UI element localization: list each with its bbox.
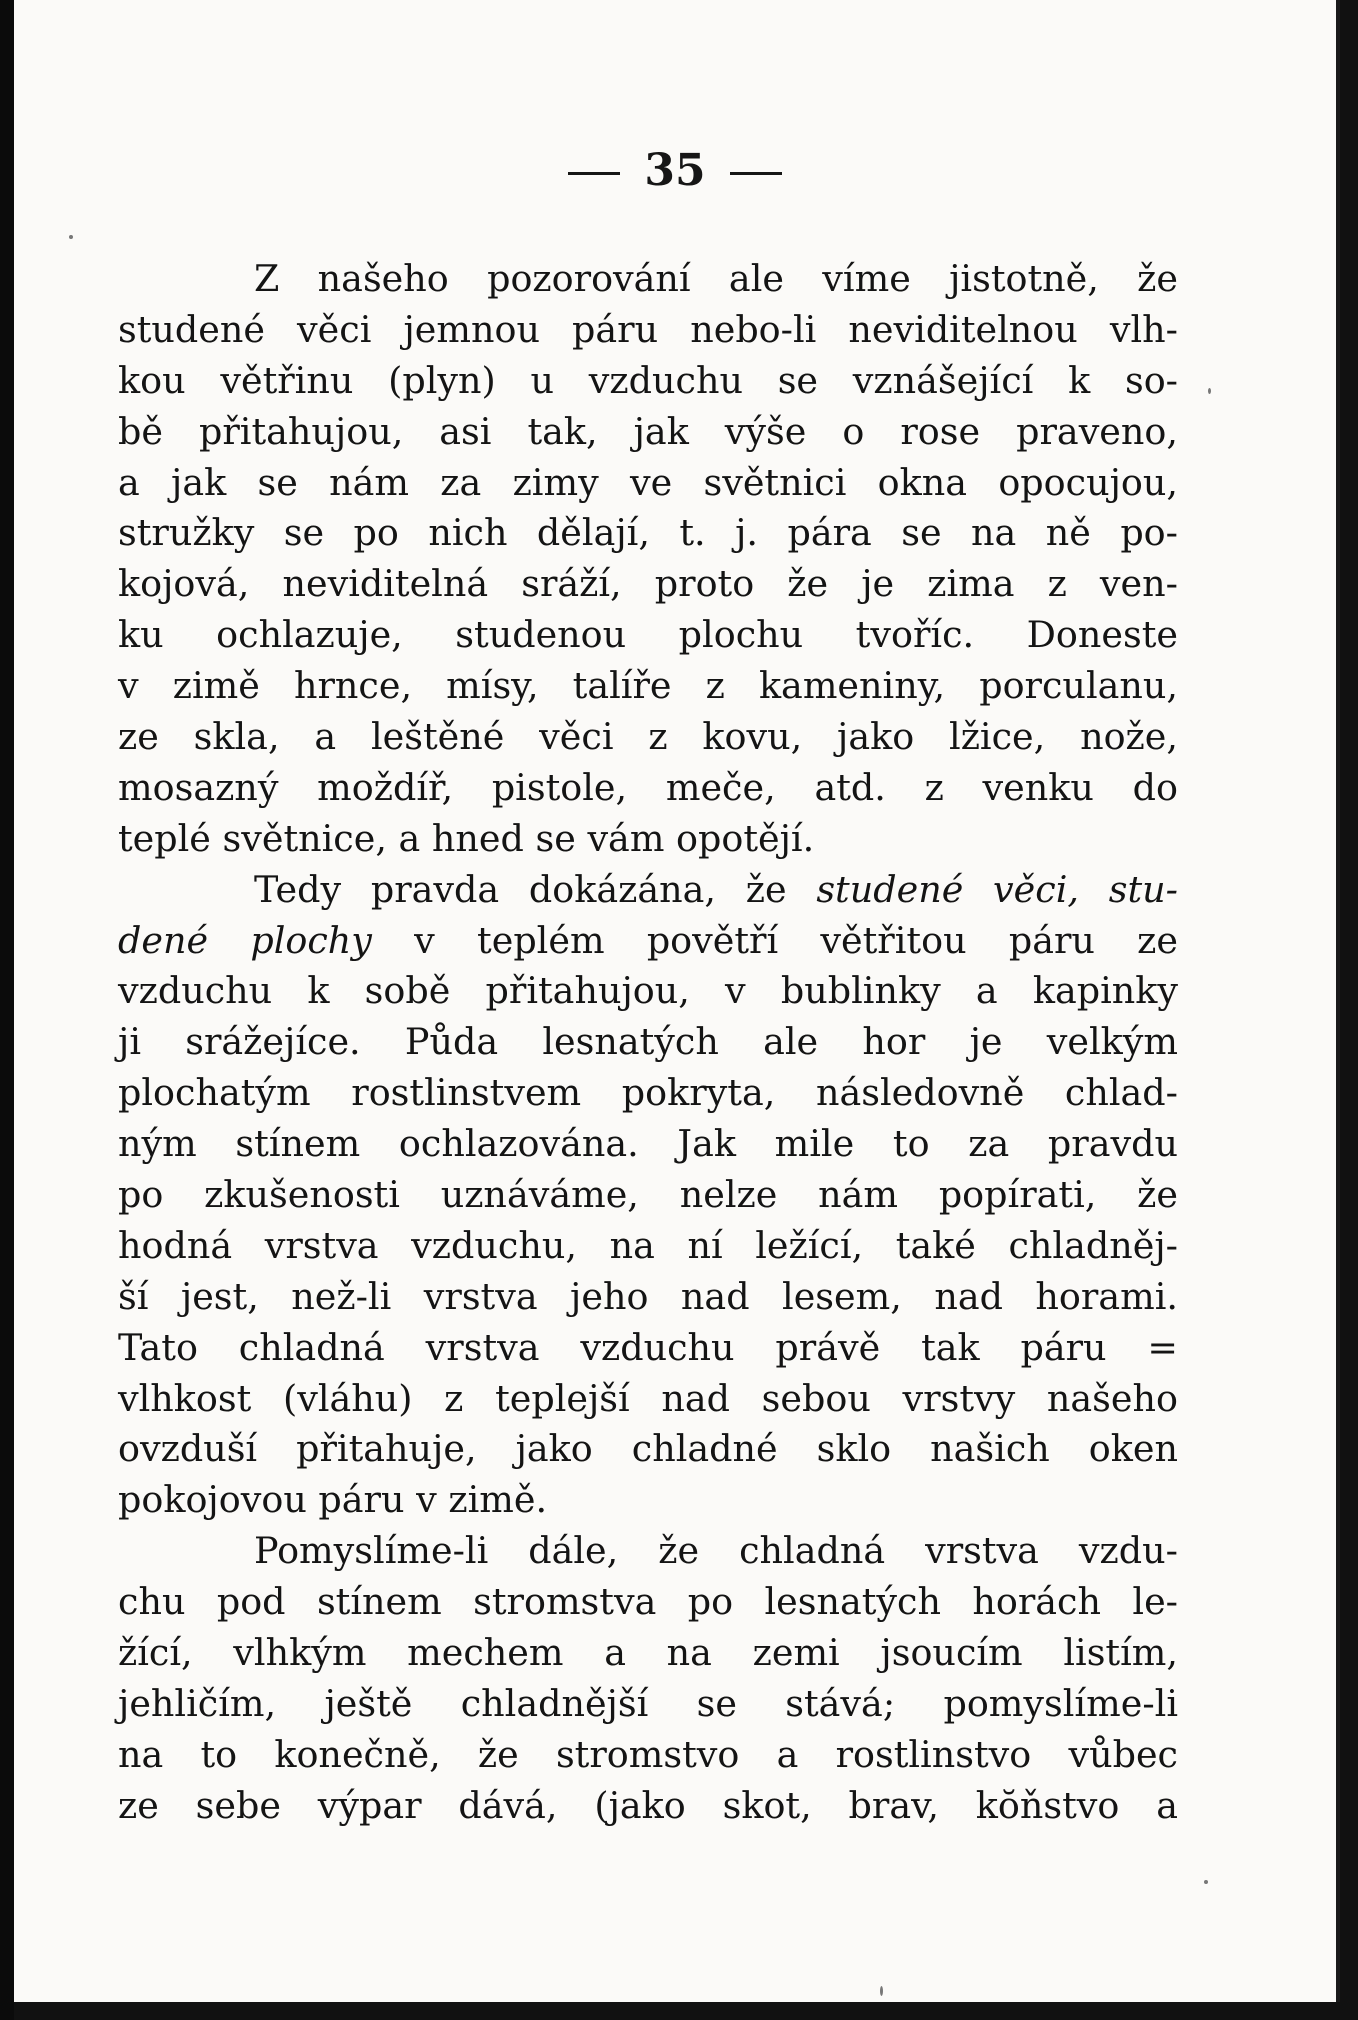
page-number-dash-right (730, 172, 782, 175)
body-text (118, 254, 1178, 1832)
text-line: na to konečně, že stromstvo a rostlinstvo vůbec (118, 1732, 1178, 1776)
text-line: kou větřinu (plyn) u vzduchu se vznášející k so- (118, 358, 1178, 402)
scan-speck (69, 235, 73, 239)
text-line: studené věci jemnou páru nebo-li neviditelnou vlh- (118, 307, 1178, 351)
text-line: ji srážejíce. Půda lesnatých ale hor je velkým (118, 1020, 1178, 1064)
text-line: chu pod stínem stromstva po lesnatých horách le- (118, 1580, 1178, 1624)
italic-run: dené plochy (118, 918, 372, 962)
text-line: a jak se nám za zimy ve světnici okna opocujou, (118, 460, 1178, 504)
text-line: teplé světnice, a hned se vám opotějí. (118, 816, 815, 860)
text-run: v teplém povětří větřitou páru ze (371, 918, 1178, 962)
scan-left-edge (0, 0, 14, 2020)
text-line: mosazný moždíř, pistole, meče, atd. z venku do (118, 765, 1178, 809)
text-line: ku ochlazuje, studenou plochu tvoříc. Doneste (118, 613, 1178, 657)
text-line: plochatým rostlinstvem pokryta, následovně chlad- (118, 1071, 1178, 1115)
text-line-mixed (118, 916, 1178, 967)
text-run: Tedy pravda dokázána, že (254, 867, 817, 911)
text-line: Z našeho pozorování ale víme jistotně, že (254, 257, 1178, 300)
text-line: ným stínem ochlazována. Jak mile to za pravdu (118, 1122, 1178, 1166)
text-line: v zimě hrnce, mísy, talíře z kameniny, porculanu, (118, 664, 1178, 708)
text-line: stružky se po nich dělají, t. j. pára se na ně po- (118, 511, 1178, 555)
text-line: kojová, neviditelná sráží, proto že je zima z ven- (118, 562, 1178, 606)
text-line: Pomyslíme-li dále, že chladná vrstva vzdu- (254, 1529, 1178, 1573)
scan-speck (1204, 1880, 1208, 1884)
text-line: ší jest, než-li vrstva jeho nad lesem, nad horami. (118, 1274, 1178, 1318)
text-line: pokojovou páru v zimě. (118, 1478, 548, 1522)
scan-speck (880, 1986, 883, 1996)
text-line: žící, vlhkým mechem a na zemi jsoucím listím, (118, 1631, 1178, 1675)
text-line: ovzduší přitahuje, jako chladné sklo našich oken (118, 1427, 1178, 1471)
text-line: ze sebe výpar dává, (jako skot, brav, kŏňstvo a (118, 1783, 1178, 1827)
scan-speck (1208, 388, 1211, 394)
text-line: bě přitahujou, asi tak, jak výše o rose praveno, (118, 409, 1178, 453)
text-line: vlhkost (vláhu) z teplejší nad sebou vrstvy našeho (118, 1376, 1178, 1420)
page-number-dash-left (568, 172, 620, 175)
text-line: jehličím, ještě chladnější se stává; pomyslíme-li (118, 1681, 1178, 1725)
text-line: hodná vrstva vzduchu, na ní ležící, také chladněj- (118, 1223, 1178, 1267)
text-line: vzduchu k sobě přitahujou, v bublinky a kapinky (118, 969, 1178, 1013)
text-line: ze skla, a leštěné věci z kovu, jako lžice, nože, (118, 715, 1178, 759)
page-number-header (14, 145, 1336, 196)
page-number: 35 (644, 145, 706, 196)
book-page (14, 0, 1340, 2002)
text-line-mixed (118, 865, 1178, 916)
text-line: po zkušenosti uznáváme, nelze nám popírati, že (118, 1173, 1178, 1217)
italic-run: studené věci, stu- (816, 867, 1178, 911)
text-line: Tato chladná vrstva vzduchu právě tak páru = (118, 1325, 1178, 1369)
